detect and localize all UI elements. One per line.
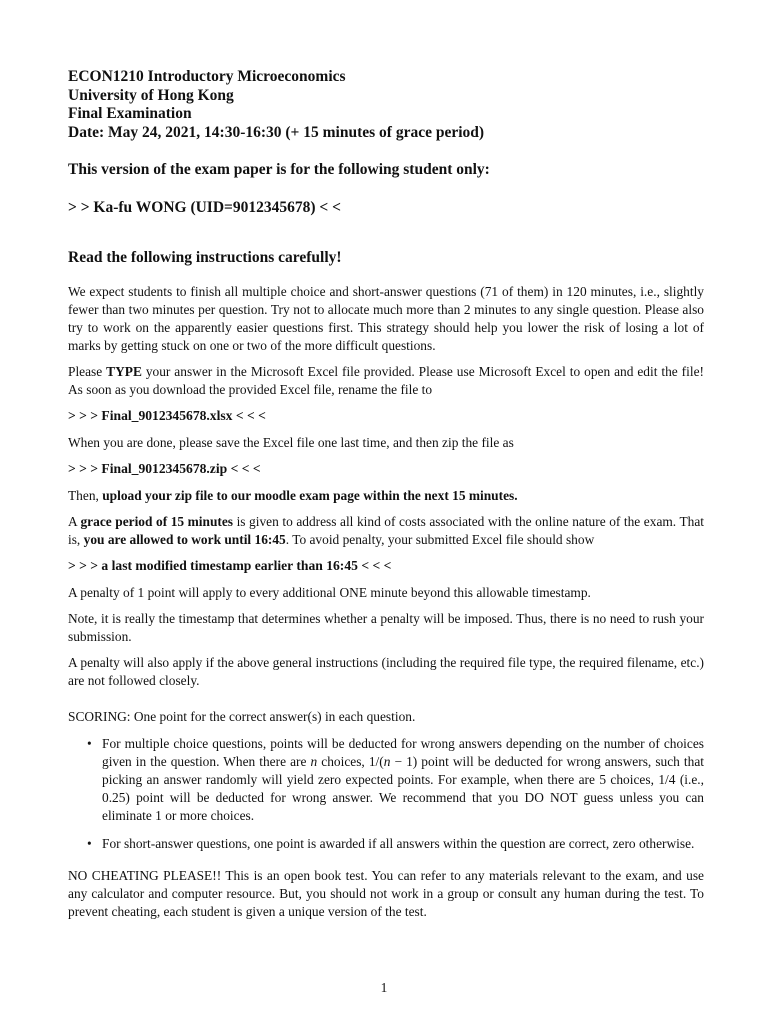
text-span: . To avoid penalty, your submitted Excel file should show	[285, 532, 595, 547]
penalty-paragraph: A penalty of 1 point will apply to every additional ONE minute beyond this allowable timestamp.	[68, 585, 591, 600]
text-span: Please	[68, 364, 107, 379]
text-span: Then,	[68, 488, 103, 503]
instructions-paragraph-type	[68, 363, 704, 399]
text-span: For multiple choice questions, points will be deducted for wrong answers depending on the number of choices given in the question. When there are	[102, 736, 704, 769]
bold-text: grace period of 15 minutes	[80, 514, 234, 529]
bold-text: TYPE	[106, 364, 142, 379]
course-title: ECON1210 Introductory Microeconomics	[68, 68, 346, 85]
scoring-bullet-list	[68, 735, 704, 853]
text-span: A	[68, 514, 81, 529]
no-cheating-paragraph: NO CHEATING PLEASE!! This is an open book test. You can refer to any materials relevant to the exam, and use any calculator and computer resource. But, you should not work in a group or consult any human during the test. To prevent cheating, each student is given a unique version of the test.	[68, 868, 704, 919]
university-name: University of Hong Kong	[68, 86, 234, 104]
exam-cover-page	[68, 68, 704, 929]
instructions-paragraph-grace	[68, 513, 704, 549]
text-span: choices, 1/(	[317, 754, 384, 769]
text-span: is given to address all kind of costs associated with the online nature of the exam. That is,	[68, 514, 704, 547]
zip-filename-line: > > > Final_9012345678.zip < < <	[68, 461, 261, 476]
instructions-paragraph-upload	[68, 487, 704, 505]
penalty-instructions-paragraph: A penalty will also apply if the above general instructions (including the required file type, the required filename, etc.) are not followed closely.	[68, 655, 704, 688]
xlsx-filename-line: > > > Final_9012345678.xlsx < < <	[68, 408, 266, 423]
student-line: > > Ka-fu WONG (UID=9012345678) < <	[68, 199, 341, 216]
instructions-paragraph-zip: When you are done, please save the Excel file one last time, and then zip the file as	[68, 435, 514, 450]
text-span: For short-answer questions, one point is awarded if all answers within the question are correct, zero otherwise.	[102, 836, 695, 851]
bullet-icon: •	[87, 736, 92, 751]
bold-text: you are allowed to work until 16:45	[83, 532, 286, 547]
bold-text: upload your zip file to our moodle exam page within the next 15 minutes.	[102, 488, 518, 503]
scoring-paragraph: SCORING: One point for the correct answer(s) in each question.	[68, 709, 416, 724]
exam-header	[68, 68, 704, 142]
instructions-paragraph-timing: We expect students to finish all multiple choice and short-answer questions (71 of them) in 120 minutes, i.e., slightly fewer than two minutes per question. Try not to allocate much more than 2 minutes to any single question. Please also try to work on the apparently easier questions first. This strategy should help you lower the risk of losing a lot of marks by getting stuck on one or two of the more difficult questions.	[68, 284, 704, 353]
version-notice: This version of the exam paper is for the following student only:	[68, 161, 490, 178]
list-item	[87, 835, 704, 853]
timestamp-note-paragraph: Note, it is really the timestamp that determines whether a penalty will be imposed. Thus, there is no need to rush your submission.	[68, 611, 704, 644]
timestamp-line: > > > a last modified timestamp earlier than 16:45 < < <	[68, 558, 392, 573]
text-span: your answer in the Microsoft Excel file provided. Please use Microsoft Excel to open and edit the file! As soon as you download the provided Excel file, rename the file to	[68, 364, 704, 397]
instructions-heading: Read the following instructions carefully!	[68, 249, 342, 266]
bullet-icon: •	[87, 836, 92, 851]
math-variable: n	[310, 754, 318, 769]
page-number: 1	[380, 980, 388, 995]
exam-name: Final Examination	[68, 105, 192, 122]
list-item	[87, 735, 705, 825]
text-span: − 1) point will be deducted for wrong answers, such that picking an answer randomly will yield zero expected points. For example, when there are 5 choices, 1/4 (i.e., 0.25) point will be deducted for wrong answer. We recommend that you DO NOT guess unless you can eliminate 1 or more choices.	[102, 754, 705, 823]
exam-date: Date: May 24, 2021, 14:30-16:30 (+ 15 minutes of grace period)	[68, 123, 485, 141]
math-variable: n	[383, 754, 391, 769]
